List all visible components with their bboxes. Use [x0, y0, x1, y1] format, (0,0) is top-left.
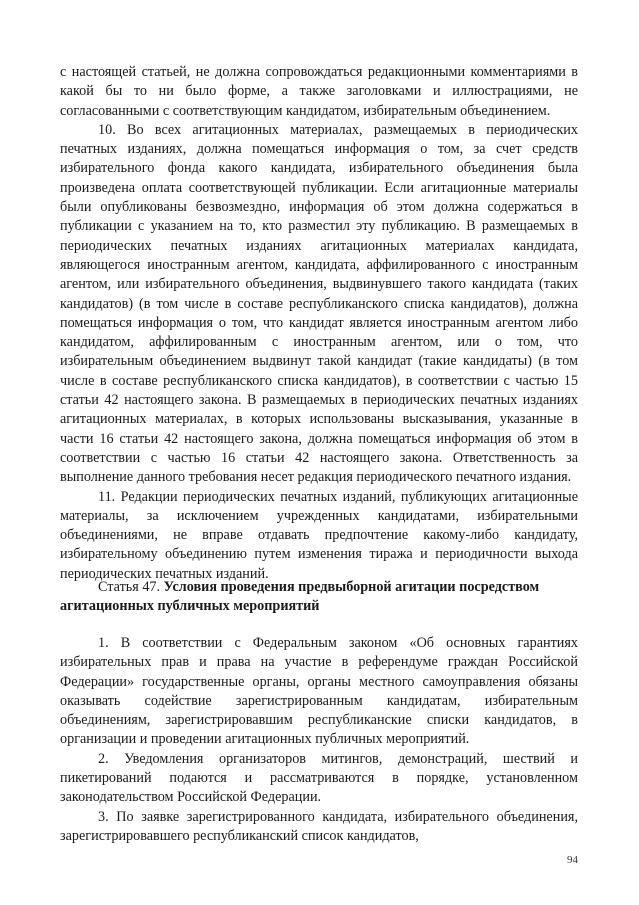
paragraph-1: 1. В соответствии с Федеральным законом «Об основных гарантиях избирательных прав и права на участие в референдуме граждан Российской Федерации» государственные органы, органы местного самоуправления обязаны оказывать содействие зарегистрированным кандидатам, избирательным объединениям, зарегистрировавшим республиканские списки кандидатов, в организации и проведении агитационных публичных мероприятий.	[60, 635, 578, 748]
article-number: Статья 47.	[98, 579, 161, 595]
paragraph-intro: с настоящей статьей, не должна сопровождаться редакционными комментариями в какой бы то ни было форме, а также заголовками и иллюстрациями, не согласованными с соответствующим кандидатом, избирательным объединением.	[60, 64, 578, 119]
paragraph-3: 3. По заявке зарегистрированного кандидата, избирательного объединения, зарегистрировавшего республиканский список кандидатов,	[60, 808, 578, 844]
section-b	[60, 634, 578, 846]
paragraph-10: 10. Во всех агитационных материалах, размещаемых в периодических печатных изданиях, должна помещаться информация о том, за счет средств избирательного фонда какого кандидата, избирательного объединения была произведена оплата соответствующей публикации. Если агитационные материалы были опубликованы безвозмездно, информация об этом должна содержаться в публикации с указанием на то, кто разместил эту публикацию. В размещаемых в периодических печатных изданиях агитационных материалах кандидата, являющегося иностранным агентом, кандидата, аффилированного с иностранным агентом, или избирательного объединения, выдвинувшего такого кандидата (таких кандидатов) (в том числе в составе республиканского списка кандидатов), должна помещаться информация о том, что кандидат является иностранным агентом либо кандидатом, аффилированным с иностранным агентом, или о том, что избирательным объединением выдвинут такой кандидат (такие кандидаты) (в том числе в составе республиканского списка кандидатов), в соответствии с частью 15 статьи 42 настоящего закона. В размещаемых в периодических печатных изданиях агитационных материалах, в которых использованы высказывания, указанные в части 16 статьи 42 настоящего закона, должна помещаться информация об этом в соответствии с частью 16 статьи 42 настоящего закона. Ответственность за выполнение данного требования несет редакция периодического печатного издания.	[60, 121, 578, 486]
article-heading	[60, 578, 578, 617]
section-a	[60, 63, 578, 584]
paragraph-2: 2. Уведомления организаторов митингов, демонстраций, шествий и пикетирований подаются и рассматриваются в порядке, установленном законодательством Российской Федерации.	[60, 750, 578, 806]
article-title: Условия проведения предвыборной агитации посредством агитационных публичных мероприятий	[60, 579, 540, 615]
page-number: 94	[567, 854, 578, 866]
paragraph-11: 11. Редакции периодических печатных изданий, публикующих агитационные материалы, за исключением учрежденных кандидатами, избирательными объединениями, не вправе отдавать предпочтение какому-либо кандидату, избирательному объединению путем изменения тиража и периодичности выхода периодических печатных изданий.	[60, 488, 578, 582]
